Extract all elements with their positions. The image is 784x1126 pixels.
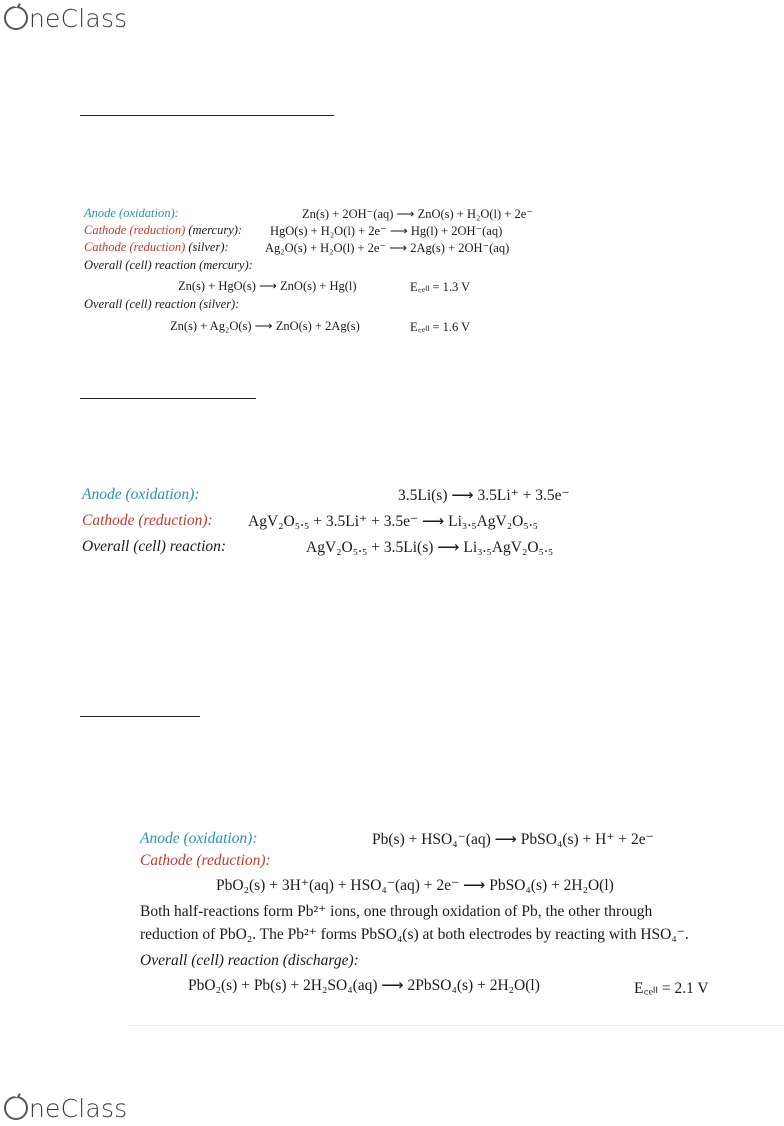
s3-overall-equation: PbO₂(s) + Pb(s) + 2H₂SO₄(aq) ⟶ 2PbSO₄(s) + 2H₂O(l) — [188, 977, 540, 994]
s1-anode-label: Anode (oxidation): — [84, 206, 179, 220]
s1-cathode-hg-row — [84, 223, 242, 238]
image-edge-divider — [128, 1025, 784, 1026]
s1-overall-ag-ecell: E꜀ₑₗₗ = 1.6 V — [410, 320, 471, 334]
s1-cathode-ag-label: Cathode (reduction) — [84, 240, 186, 254]
s3-anode-equation: Pb(s) + HSO₄⁻(aq) ⟶ PbSO₄(s) + H⁺ + 2e⁻ — [372, 831, 654, 848]
logo-o-icon — [4, 6, 28, 30]
s3-overall-label: Overall (cell) reaction (discharge): — [140, 952, 359, 969]
section1-heading-rule — [80, 115, 334, 116]
s1-cathode-hg-label: Cathode (reduction) — [84, 223, 186, 237]
s3-cathode-equation: PbO₂(s) + 3H⁺(aq) + HSO₄⁻(aq) + 2e⁻ ⟶ PbSO₄(s) + 2H₂O(l) — [216, 877, 614, 894]
s1-overall-hg-ecell: E꜀ₑₗₗ = 1.3 V — [410, 280, 471, 294]
oneclass-logo — [4, 4, 127, 33]
s2-anode-label: Anode (oxidation): — [82, 486, 200, 503]
section2-heading-rule — [80, 398, 256, 399]
s1-cathode-ag-equation: Ag₂O(s) + H₂O(l) + 2e⁻ ⟶ 2Ag(s) + 2OH⁻(aq) — [265, 241, 510, 255]
s1-anode-equation: Zn(s) + 2OH⁻(aq) ⟶ ZnO(s) + H₂O(l) + 2e⁻ — [302, 207, 533, 221]
s1-cathode-ag-suffix: (silver): — [185, 240, 229, 254]
s2-cathode-label: Cathode (reduction): — [82, 512, 213, 529]
section3-heading-rule — [80, 716, 200, 717]
s1-cathode-ag-row — [84, 240, 229, 255]
s1-overall-hg-label: Overall (cell) reaction (mercury): — [84, 258, 253, 272]
s2-overall-label: Overall (cell) reaction: — [82, 538, 227, 555]
s2-anode-equation: 3.5Li(s) ⟶ 3.5Li⁺ + 3.5e⁻ — [398, 487, 570, 504]
s3-text-line2: reduction of PbO₂. The Pb²⁺ forms PbSO₄(s) at both electrodes by reacting with HSO₄⁻. — [140, 926, 689, 943]
logo-o-icon-footer — [4, 1096, 28, 1120]
s1-overall-ag-label: Overall (cell) reaction (silver): — [84, 297, 240, 311]
s1-overall-ag-equation: Zn(s) + Ag₂O(s) ⟶ ZnO(s) + 2Ag(s) — [170, 319, 360, 333]
s1-cathode-hg-equation: HgO(s) + H₂O(l) + 2e⁻ ⟶ Hg(l) + 2OH⁻(aq) — [270, 224, 503, 238]
logo-text-footer: neClass — [29, 1094, 128, 1123]
logo-text: neClass — [29, 4, 128, 33]
s3-overall-ecell: E꜀ₑₗₗ = 2.1 V — [634, 980, 709, 997]
s2-cathode-equation: AgV₂O₅.₅ + 3.5Li⁺ + 3.5e⁻ ⟶ Li₃.₅AgV₂O₅.₅ — [248, 513, 539, 530]
s1-overall-hg-equation: Zn(s) + HgO(s) ⟶ ZnO(s) + Hg(l) — [178, 279, 357, 293]
s3-text-line1: Both half-reactions form Pb²⁺ ions, one through oxidation of Pb, the other through — [140, 903, 653, 920]
s3-cathode-label: Cathode (reduction): — [140, 852, 271, 869]
s2-overall-equation: AgV₂O₅.₅ + 3.5Li(s) ⟶ Li₃.₅AgV₂O₅.₅ — [306, 539, 554, 556]
oneclass-logo-footer — [4, 1094, 127, 1123]
s1-cathode-hg-suffix: (mercury): — [185, 223, 243, 237]
s3-anode-label: Anode (oxidation): — [140, 830, 258, 847]
